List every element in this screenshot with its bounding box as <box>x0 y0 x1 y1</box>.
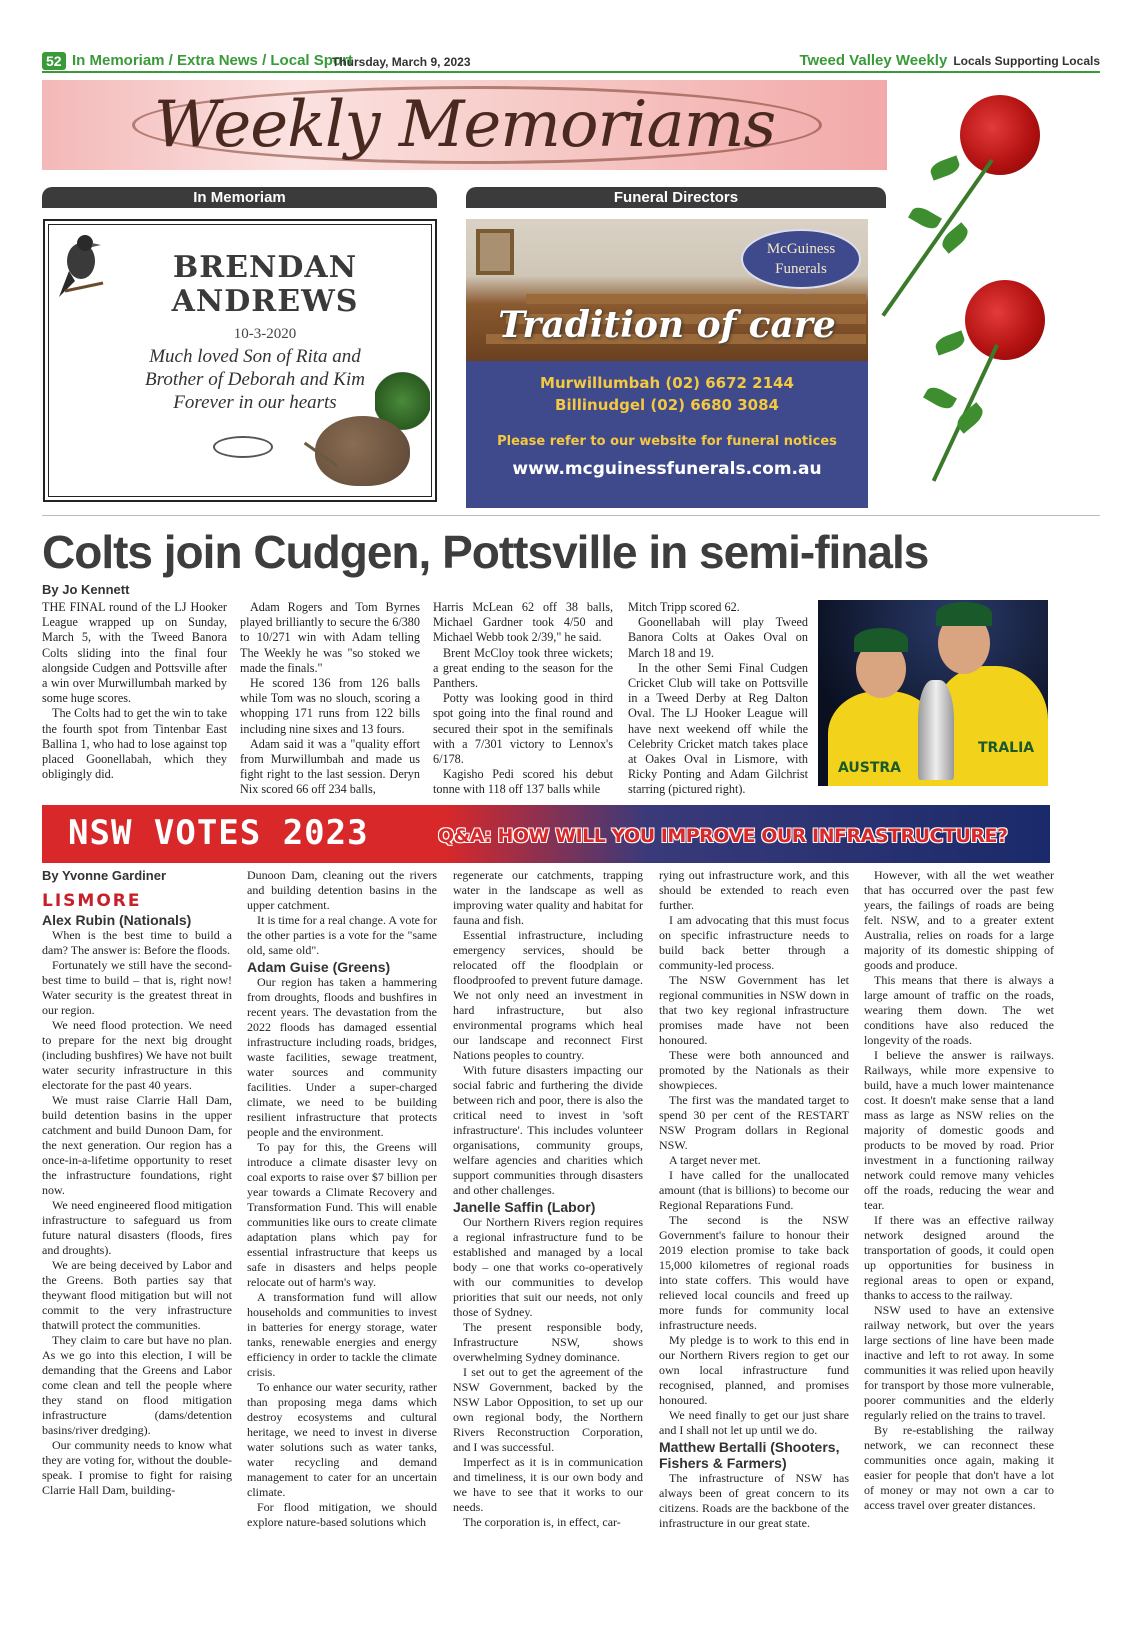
colts-column-1: THE FINAL round of the LJ Hooker League wrapped up on Sunday, March 5, with the Tweed Banora Colts sliding into the final four alongside Cudgen and Pottsville after a win over Murwillumbah marked by some huge scores. The Colts had to get the win to take the fourth spot from Tintenbar East Ballina 1, who had to lose against top placed Goonellabah, which they obligingly did. <box>42 600 227 782</box>
votes-column-3: regenerate our catchments, trapping water in the landscape as well as improving water quality and habitat for fauna and fish. Essential infrastructure, including emergency services, should be relocated off the floodplain or floodproofed to prevent future damage. We not only need an investment in hard infrastructure, but also environmental programs which heal our landscape and reconnect First Nations peoples to country. With future disasters impacting our social fabric and furthering the divide between rich and poor, there is also the critical need to invest in 'soft infrastructure'. This includes volunteer organisations, community groups, welfare agencies and charities which support communities through disasters and other challenges. Janelle Saffin (Labor) Our Northern Rivers region requires a regional infrastructure fund to be established and managed by a local body – one that works co-operatively with our communities to develop priorities that suit our needs, not only those of Sydney. The present responsible body, Infrastructure NSW, shows overwhelming Sydney dominance. I set out to get the agreement of the NSW Government, backed by the NSW Labor Opposition, to set up our own regional body, the Northern Rivers Reconstruction Corporation, and I was successful. Imperfect as it is in communication and timeliness, it is our own body and we have to see that it works to our needs. The corporation is, in effect, car- <box>453 868 643 1529</box>
memoriam-notice <box>43 219 437 502</box>
website-link[interactable]: www.mcguinessfunerals.com.au <box>512 459 822 479</box>
page-number: 52 <box>42 52 66 70</box>
votes-column-5: However, with all the wet weather that has occurred over the past few years, the failings of roads are being felt. NSW, and to a greater extent Australia, relies on roads for a large majority of its domestic shipping of goods and produce. This means that there is always a large amount of traffic on the roads, wearing them down. The wet conditions have also reduced the longevity of the roads. I believe the answer is railways. Railways, while more expensive to build, have a much lower maintenance cost. It doesn't make sense that a land mass as large as NSW relies on the majority of domestic goods and products to be moved by road. Prior investment in a functioning railway network could remove many vehicles off the roads, reducing the wear and tear. If there was an effective railway network designed around the transportation of goods, it could open up opportunities for business in regional areas to open or expand, thanks to access to the railway. NSW used to have an extensive railway network, but over the years large sections of line have been made inactive and left to rot away. In some communities it was relied upon heavily for transport by those more vulnerable, poorer communities and the elderly regularly relied on the trains to travel. By re-establishing the railway network, we can reconnect these communities once again, making it easier for people that don't have a lot of money or may not own a car to access travel over greater distances. <box>864 868 1054 1512</box>
banner-title: Weekly Memoriams <box>153 88 776 162</box>
trophy <box>918 680 954 780</box>
votes-column-1: LISMORE Alex Rubin (Nationals) When is the best time to build a dam? The answer is: Before the floods. Fortunately we still have the second-best time to build – that is, right now! Water security is the greatest threat in our region. We need flood protection. We need to prepare for the next big drought (including bushfires) We have not built water security infrastructure in this electorate for the past 40 years. We must raise Clarrie Hall Dam, build detention basins in the upper catchment and build Dunoon Dam, for the next generation. Our region has a once-in-a-lifetime opportunity to reset the infrastructure foundations, right now. We need engineered flood mitigation infrastructure to safeguard us from future natural disasters (floods, fires and droughts). We are being deceived by Labor and the Greens. Both parties say that theywant flood mitigation but will not commit to the very infrastructure thatwill protect the communities. They claim to care but have no plan. As we go into this election, I will be demanding that the Greens and Labor come clean and tell the people where they stand on flood mitigation infrastructure (dams/detention basins/river dredging). Our community needs to know what they are voting for, without the double-speak. I promise to fight for raising Clarrie Hall Dam, building- <box>42 891 232 1497</box>
memorial-date: 10-3-2020 <box>233 326 297 342</box>
colts-column-3: Harris McLean 62 off 38 balls, Michael Gardner took 4/50 and Michael Webb took 2/39," he said. Brent McCloy took three wickets; a great ending to the season for the Panthers. Potty was looking good in third spot going into the final round and secured their spot in the semifinals with a 7/301 victory to Lennox's 6/178. Kagisho Pedi scored his debut tonne with 118 off 137 balls while <box>433 600 613 797</box>
issue-date: Thursday, March 9, 2023 <box>332 55 471 69</box>
votes-byline: By Yvonne Gardiner <box>42 868 167 883</box>
candidate-heading: Adam Guise (Greens) <box>247 959 391 975</box>
candidate-heading: Janelle Saffin (Labor) <box>453 1199 596 1215</box>
memorial-line-3: Forever in our hearts <box>173 392 337 413</box>
nsw-votes-banner <box>42 805 1050 863</box>
section-name: In Memoriam / Extra News / Local Sport <box>72 52 353 69</box>
bird-icon <box>55 231 107 303</box>
funeral-directors-bar: Funeral Directors <box>466 187 886 208</box>
flourish-ornament <box>213 436 273 458</box>
colts-column-4: Mitch Tripp scored 62. Goonellabah will play Tweed Banora Colts at Oakes Oval on March 18 and 19. In the other Semi Final Cudgen Cricket Club will take on Pottsville in a Tweed Derby at Reg Dalton Oval. The LJ Hooker League will have next weekend off while the Celebrity Cricket match takes place at Oakes Oval in Lismore, with Ricky Ponting and Adam Gilchrist starring (pictured right). <box>628 600 808 797</box>
masthead-brand: Tweed Valley Weekly Locals Supporting Locals <box>799 52 1100 69</box>
article-headline: Colts join Cudgen, Pottsville in semi-finals <box>42 526 929 578</box>
cricketers-photo: AUSTRA TRALIA <box>818 600 1048 786</box>
mcguiness-logo: McGuiness Funerals <box>741 229 861 289</box>
votes-subtitle: Q&A: HOW WILL YOU IMPROVE OUR INFRASTRUCTURE? <box>438 825 1008 847</box>
contact-billinudgel: Billinudgel (02) 6680 3084 <box>555 396 779 414</box>
region-heading: LISMORE <box>42 891 142 911</box>
deceased-name: BRENDAN ANDREWS <box>171 250 359 319</box>
article-byline: By Jo Kennett <box>42 582 130 597</box>
tagline: Locals Supporting Locals <box>953 54 1100 68</box>
memoriams-banner <box>42 80 887 170</box>
colts-column-2: Adam Rogers and Tom Byrnes played brilliantly to secure the 6/380 to 10/271 win with Adam telling The Weekly he was "so stoked we made the finals." He scored 136 from 126 balls while Tom was no slouch, scoring a whopping 171 runs from 122 bills including nine sixes and 13 fours. Adam said it was a "quality effort from Murwillumbah and made us fight right to the last session. Deryn Nix scored 66 off 234 balls, <box>240 600 420 797</box>
funeral-directors-ad <box>466 219 868 508</box>
rose-image-top <box>880 90 1060 290</box>
slogan: Tradition of care <box>498 304 836 346</box>
candidate-heading: Alex Rubin (Nationals) <box>42 912 192 928</box>
page-header <box>42 51 1100 73</box>
rose-image-bottom <box>885 275 1065 475</box>
votes-column-2: Dunoon Dam, cleaning out the rivers and building detention basins in the upper catchment. It is time for a real change. A vote for the other parties is a vote for the "same old, same old". Adam Guise (Greens) Our region has taken a hammering from droughts, floods and bushfires in recent years. The devastation from the 2022 floods has damaged essential infrastructure including roads, bridges, waste facilities, sewage treatment, water sources and community facilities. Under a super-charged climate, we need to be building resilient infrastructure that protects people and the environment. To pay for this, the Greens will introduce a climate disaster levy on coal exports to raise over $7 billion per year towards a Climate Recovery and Transformation Fund. This will enable communities like ours to create climate adaptation plans which pay for essential infrastructure that keeps us safe in disasters and helps people relocate out of harm's way. A transformation fund will allow households and communities to invest in batteries for energy storage, water tanks, renewable energies and energy efficiency in order to tackle the climate crisis. To enhance our water security, rather than proposing mega dams which destroy ecosystems and cultural heritage, we need to invest in diverse water solutions such as water tanks, water recycling and demand management to cater for an uncertain climate. For flood mitigation, we should explore nature-based solutions which <box>247 868 437 1529</box>
votes-title: NSW VOTES 2023 <box>68 813 369 853</box>
kiwi-bird-image <box>315 416 410 486</box>
divider <box>42 515 1100 516</box>
website-note: Please refer to our website for funeral notices <box>497 434 837 449</box>
votes-column-4: rying out infrastructure work, and this should be extended to reach even further. I am advocating that this must focus on specific infrastructure needs to build back better through a community-led process. The NSW Government has let regional communities in NSW down in that two key regional infrastructure promises made have not been honoured. These were both announced and promoted by the Nationals as their showpieces. The first was the mandated target to spend 30 per cent of the RESTART NSW Program dollars in Regional NSW. A target never met. I have called for the unallocated amount (that is billions) to become our Regional Reparations Fund. The second is the NSW Government's failure to honour their 2019 election promise to take back 15,000 kilometres of regional roads into state coffers. This would have relieved local councils and freed up more funds for community local infrastructure needs. My pledge is to work to this end in our Northern Rivers region to get our own local infrastructure fund recognised, planned, and promises honoured. We need finally to get our just share and I shall not let up until we do. Matthew Bertalli (Shooters, Fishers & Farmers) The infrastructure of NSW has always been of great concern to its citizens. Roads are the backbone of the infrastructure in our great state. <box>659 868 849 1530</box>
memorial-line-2: Brother of Deborah and Kim <box>145 369 365 390</box>
memorial-line-1: Much loved Son of Rita and <box>149 346 361 367</box>
in-memoriam-bar: In Memoriam <box>42 187 437 208</box>
contact-murwillumbah: Murwillumbah (02) 6672 2144 <box>540 374 794 392</box>
candidate-heading: Matthew Bertalli (Shooters, Fishers & Farmers) <box>659 1439 840 1471</box>
painting <box>476 229 514 275</box>
